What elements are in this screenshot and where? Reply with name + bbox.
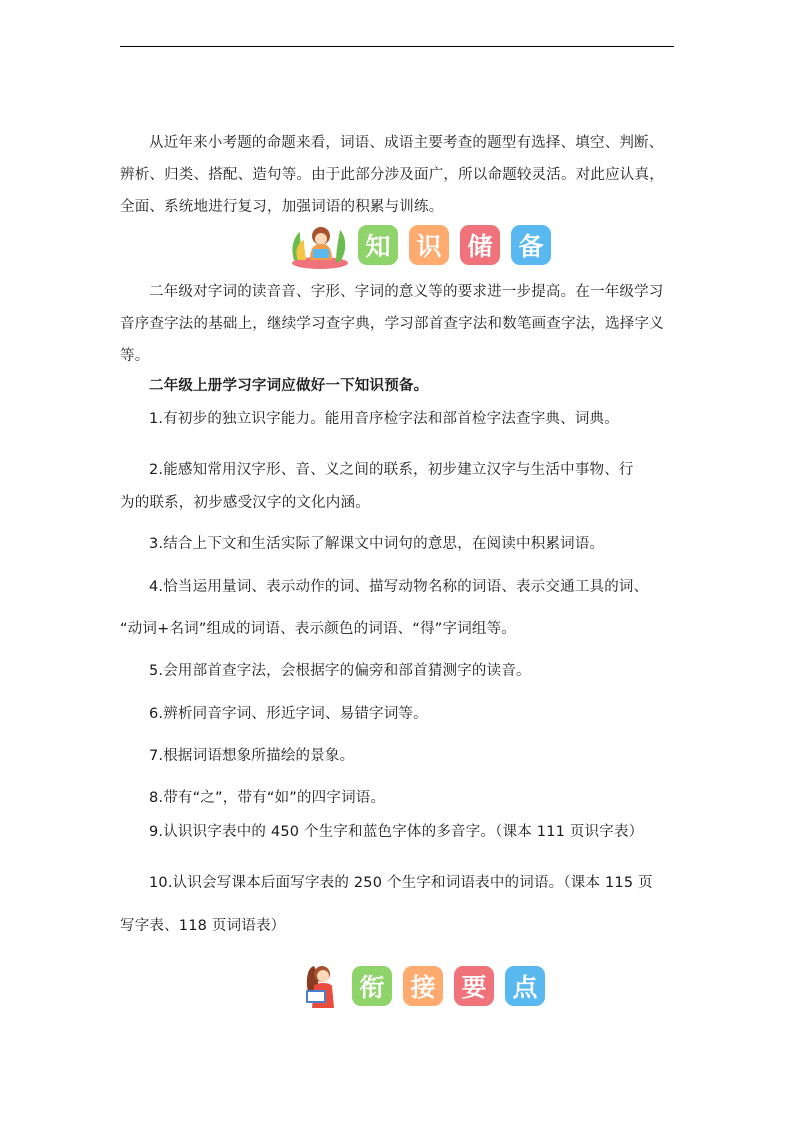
list-item: 10.认识会写课本后面写字表的 250 个生字和词语表中的词语。（课本 115 页 [149, 875, 653, 891]
list-item: 2.能感知常用汉字形、音、义之间的联系，初步建立汉字与生活中事物、行 [149, 462, 634, 478]
tile-zhi: 知 [358, 225, 398, 265]
intro-paragraph: 从近年来小考题的命题来看，词语、成语主要考查的题型有选择、填空、判断、辨析、归类、搭配、造句等。由于此部分涉及面广，所以命题较灵活。对此应认真，全面、系统地进行复习，加强词语的积累与训练。 [120, 135, 664, 215]
tile-bei: 备 [511, 225, 551, 265]
tile-dian: 点 [505, 966, 545, 1006]
teacher-illustration [300, 962, 346, 1010]
tile-shi: 识 [409, 225, 449, 265]
list-item: 1.有初步的独立识字能力。能用音序检字法和部首检字法查字典、词典。 [149, 411, 619, 427]
girl-reading-illustration [288, 220, 352, 270]
header-rule [120, 46, 674, 47]
list-item-continuation: “动词+名词”组成的词语、表示颜色的词语、“得”字词组等。 [120, 621, 516, 637]
banner-knowledge-reserve [288, 220, 551, 270]
list-item-continuation: 为的联系，初步感受汉字的文化内涵。 [120, 495, 370, 511]
list-item: 7.根据词语想象所描绘的景象。 [149, 748, 355, 764]
tile-chu: 储 [460, 225, 500, 265]
list-item: 4.恰当运用量词、表示动作的词、描写动物名称的词语、表示交通工具的词、 [149, 579, 649, 595]
bold-heading: 二年级上册学习字词应做好一下知识预备。 [149, 378, 429, 394]
tile-yao: 要 [454, 966, 494, 1006]
list-item: 8.带有“之”，带有“如”的四字词语。 [149, 790, 386, 806]
list-item: 3.结合上下文和生活实际了解课文中词句的意思，在阅读中积累词语。 [149, 536, 605, 552]
list-item: 9.认识识字表中的 450 个生字和蓝色字体的多音字。（课本 111 页识字表） [149, 824, 644, 840]
tile-jie: 接 [403, 966, 443, 1006]
grade-two-paragraph: 二年级对字词的读音音、字形、字词的意义等的要求进一步提高。在一年级学习音序查字法的基础上，继续学习查字典，学习部首查字法和数笔画查字法，选择字义等。 [120, 284, 664, 364]
list-item: 6.辨析同音字词、形近字词、易错字词等。 [149, 706, 428, 722]
list-item: 5.会用部首查字法，会根据字的偏旁和部首猜测字的读音。 [149, 663, 531, 679]
tile-xian: 衔 [352, 966, 392, 1006]
banner-transition-points [300, 962, 545, 1010]
list-item-continuation: 写字表、118 页词语表） [120, 918, 286, 934]
